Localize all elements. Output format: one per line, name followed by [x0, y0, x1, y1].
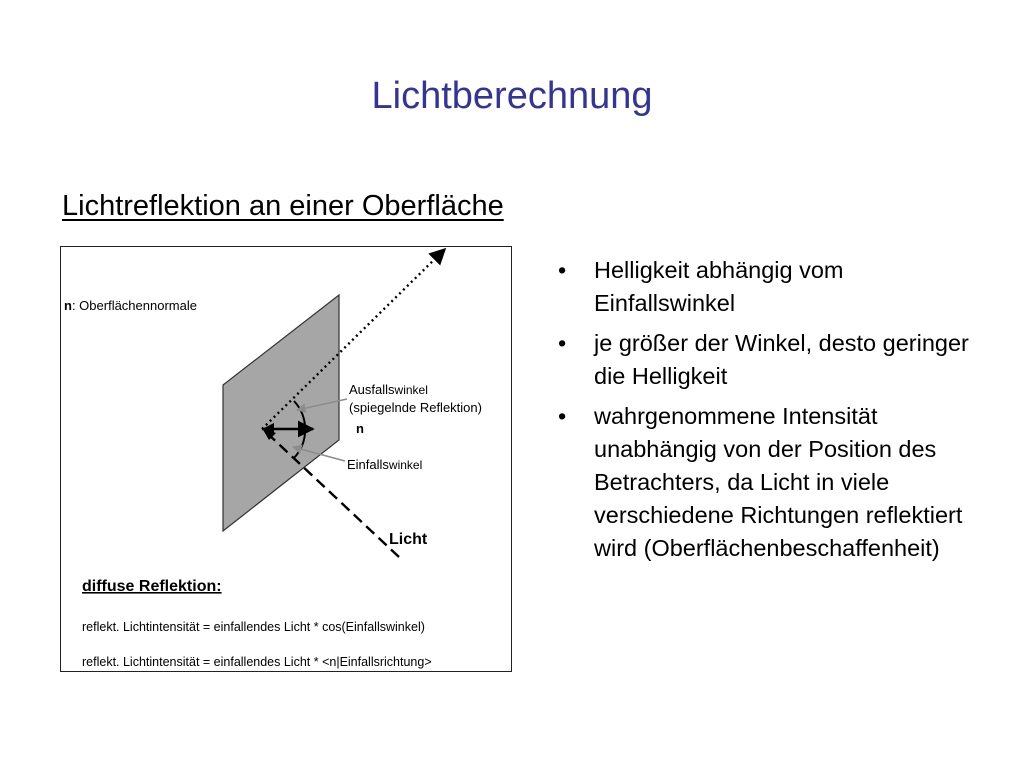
formula-dot-product: reflekt. Lichtintensität = einfallendes Licht * <n|Einfallsrichtung> [82, 655, 432, 669]
diffuse-heading: diffuse Reflektion: [82, 578, 222, 595]
ausfall-note: (spiegelnde Reflektion) [349, 400, 482, 415]
einfall-suffix: winkel [388, 458, 423, 472]
ausfall-suffix: winkel [394, 383, 428, 397]
incident-ray [267, 433, 399, 557]
bullet-list [548, 254, 988, 572]
bullet-item [548, 327, 988, 393]
bullet-item [548, 254, 988, 320]
einfall-prefix: Einfalls [347, 457, 389, 472]
bullet-text: je größer der Winkel, desto geringer die Helligkeit [594, 330, 969, 389]
bullet-text: wahrgenommene Intensität unabhängig von der Position des Betrachters, da Licht in viele verschiedene Richtungen reflektiert wird (Oberflächenbeschaffenheit) [594, 403, 963, 561]
normal-description: : Oberflächennormale [71, 298, 197, 313]
ausfall-prefix: Ausfalls [349, 382, 395, 397]
reflection-diagram-svg [61, 247, 513, 673]
bullet-marker: • [558, 403, 567, 429]
licht-label: Licht [389, 531, 428, 548]
bullet-marker: • [558, 330, 567, 356]
slide-subtitle: Lichtreflektion an einer Oberfläche [62, 190, 504, 222]
normal-symbol: n [64, 298, 72, 313]
n-label: n [356, 421, 364, 436]
surface-plane [223, 295, 339, 531]
bullet-marker: • [558, 257, 567, 283]
svg-text:n: Oberflächennormale [64, 298, 197, 313]
bullet-item [548, 400, 988, 565]
slide-title: Lichtberechnung [371, 75, 653, 117]
svg-text:Einfallswinkel [347, 457, 422, 472]
bullet-text: Helligkeit abhängig vom Einfallswinkel [594, 257, 844, 316]
reflection-diagram [60, 246, 512, 672]
formula-cos: reflekt. Lichtintensität = einfallendes Licht * cos(Einfallswinkel) [82, 620, 425, 634]
svg-text:Ausfallswinkel [349, 382, 428, 397]
